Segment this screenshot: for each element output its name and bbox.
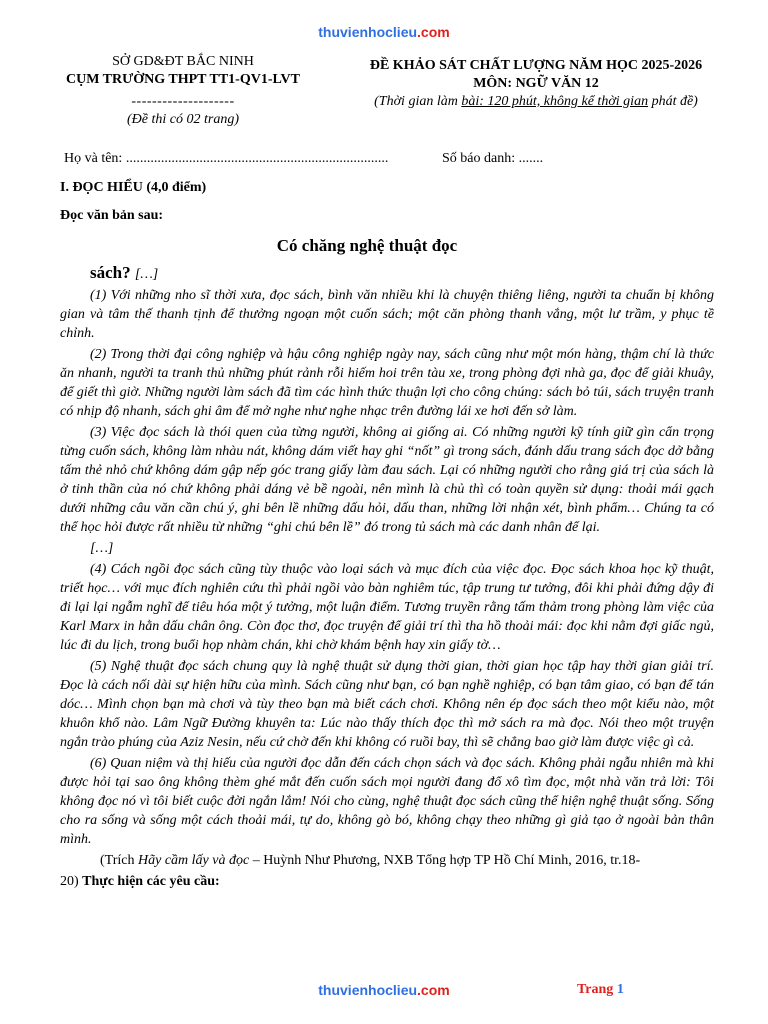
- passage-body: [60, 286, 714, 893]
- site-watermark-top: [0, 24, 768, 40]
- site-domain: .com: [417, 24, 450, 40]
- paragraph-4: (4) Cách ngồi đọc sách cũng tùy thuộc vào loại sách và mục đích của việc đọc. Đọc sách khoa học kỹ thuật, triết học… với mục đích nghiên cứu thì phải ngồi vào bàn nghiêm túc, tập trung tư tưởng, đôi khi phải đứng dậy đi đi lại lại ngẫm nghĩ để tiêu hóa một ý tưởng, một luận điểm. Tương truyền rằng tấm thảm trong phòng làm việc của Karl Marx in hằn dấu chân ông. Còn đọc thơ, đọc truyện để giải trí thì tha hồ thoải mái: đọc khi nằm đợi giấc ngủ, lúc đi du lịch, trong buổi họp nhàm chán, khi chờ khám bệnh hay xin giấy tờ…: [60, 562, 714, 653]
- school-name: CỤM TRƯỜNG THPT TT1-QV1-LVT: [65, 72, 301, 87]
- paragraph-2: (2) Trong thời đại công nghiệp và hậu công nghiệp ngày nay, sách cũng như một món hàng, thậm chí là thức ăn nhanh, người ta tranh thủ những phút rảnh rỗi hiếm hoi trên tàu xe, trong phòng đợi nhà ga, đọc để giải khuây, để giết thì giờ. Những người làm sách đã tìm các hình thức thuận lợi cho công chúng: sách bỏ túi, sách truyện tranh có nhịp độ nhanh, sách ghi âm để mở nghe như nghe nhạc trên đường lái xe hơi đến sở làm.: [60, 347, 714, 419]
- passage-title-line1: Có chăng nghệ thuật đọc: [276, 236, 458, 255]
- exam-title: ĐỀ KHẢO SÁT CHẤT LƯỢNG NĂM HỌC 2025-2026: [369, 58, 703, 73]
- pages-note: (Đề thi có 02 trang): [127, 112, 239, 127]
- paragraph-6: (6) Quan niệm và thị hiếu của người đọc dẫn đến cách chọn sách và đọc sách. Không phải ngẫu nhiên mà khi được hỏi tại sao ông không thèm ghé mắt đến cuốn sách mọi người đang đổ xô tìm đọc, một nhà văn trả lời: Tôi không đọc nó vì tôi biết cuộc đời ngắn lắm! Nói cho cùng, nghệ thuật đọc sách cũng thể hiện nghệ thuật sống. Sống cho ra sống và sống một cách thoải mái, tự do, không gò bó, không chạy theo những gì giả tạo ở ngoài bản thân mình.: [60, 756, 714, 847]
- page-number-value: 1: [616, 982, 624, 997]
- passage-title-word: sách?: [90, 263, 131, 282]
- header-right: [326, 57, 746, 111]
- footer-site-domain: .com: [417, 982, 450, 998]
- citation-source: – Huỳnh Như Phương, NXB Tổng hợp TP Hồ Chí Minh, 2016, tr.18-: [249, 853, 641, 868]
- page-number: [577, 982, 624, 998]
- citation-title: Hãy cầm lấy và đọc: [138, 853, 250, 868]
- exam-subject: MÔN: NGỮ VĂN 12: [473, 76, 599, 91]
- citation-end: 20): [60, 874, 79, 889]
- passage-title-line2: [90, 263, 158, 283]
- footer-site-name: thuvienhoclieu: [318, 982, 418, 998]
- section-heading: I. ĐỌC HIỂU (4,0 điểm): [60, 180, 207, 195]
- paragraph-1: (1) Với những nho sĩ thời xưa, đọc sách, bình văn nhiều khi là chuyện thiêng liêng, người ta chuẩn bị không gian và tâm thế thanh tịnh để thưởng ngoạn một cuốn sách; một căn phòng thanh vắng, một lư trầm, y phục tề chỉnh.: [60, 288, 714, 341]
- header-divider: --------------------: [131, 94, 235, 109]
- passage-title-ellipsis: […]: [134, 267, 159, 282]
- candidate-number-field: Số báo danh: .......: [442, 151, 544, 166]
- site-watermark-bottom: [0, 982, 768, 998]
- exam-time-prefix: (Thời gian làm: [374, 94, 462, 109]
- candidate-name-field: Họ và tên: ...........................................................................: [64, 151, 389, 166]
- citation-prefix: (Trích: [100, 853, 138, 868]
- citation: [60, 851, 714, 870]
- department-name: SỞ GD&ĐT BẮC NINH: [112, 54, 254, 69]
- exam-time-main: bài: 120 phút, không kể thời gian: [461, 94, 649, 109]
- exam-time: [326, 93, 746, 111]
- header-left: [48, 53, 318, 129]
- candidate-info: [64, 151, 704, 167]
- section-instruction: Đọc văn bản sau:: [60, 208, 164, 223]
- requirements-label: Thực hiện các yêu cầu:: [82, 874, 220, 889]
- citation-end-and-requirements: [60, 872, 714, 891]
- passage-ellipsis: […]: [90, 541, 114, 556]
- paragraph-3: (3) Việc đọc sách là thói quen của từng người, không ai giống ai. Có những người kỹ tính giữ gìn cẩn trọng từng cuốn sách, không làm nhàu nát, không dám viết hay ghi “nốt” gì trong sách, đánh dấu trang sách đọc dở bằng tấm thẻ nhỏ chứ không dám gập nếp góc trang giấy làm đau sách. Lại có những người cho rằng giá trị của sách là ở tinh thần của nó chứ không phải dáng vẻ bề ngoài, nên mình là chủ thì có toàn quyền sử dụng: thoải mái gạch dưới những câu văn cần chú ý, ghi bên lề những dấu hỏi, dấu than, những lời nhận xét, bình phẩm… Chúng ta có thể học hỏi được rất nhiều từ những “ghi chú bên lề” đó trong tủ sách mà các danh nhân để lại.: [60, 425, 714, 535]
- site-name: thuvienhoclieu: [318, 24, 418, 40]
- exam-time-suffix: phát đề): [648, 94, 698, 109]
- paragraph-5: (5) Nghệ thuật đọc sách chung quy là nghệ thuật sử dụng thời gian, thời gian học tập hay thời gian giải trí. Đọc là cách nối dài sự hiện hữu của mình. Sách cũng như bạn, có bạn nghề nghiệp, có bạn tâm giao, có bạn để tán dóc… Mình chọn bạn mà chơi và tùy theo bạn mà biết cách chơi. Không nên ép đọc sách theo một kiểu nào, một khuôn khổ nào. Lâm Ngữ Đường khuyên ta: Lúc nào thấy thích đọc thì mở sách ra mà đọc. Nói theo một truyện ngắn trào phúng của Aziz Nesin, nếu cứ chờ đến khi không có ruồi bay, thì sẽ chẳng bao giờ làm được việc gì cả.: [60, 659, 714, 750]
- page-label: Trang: [577, 982, 614, 997]
